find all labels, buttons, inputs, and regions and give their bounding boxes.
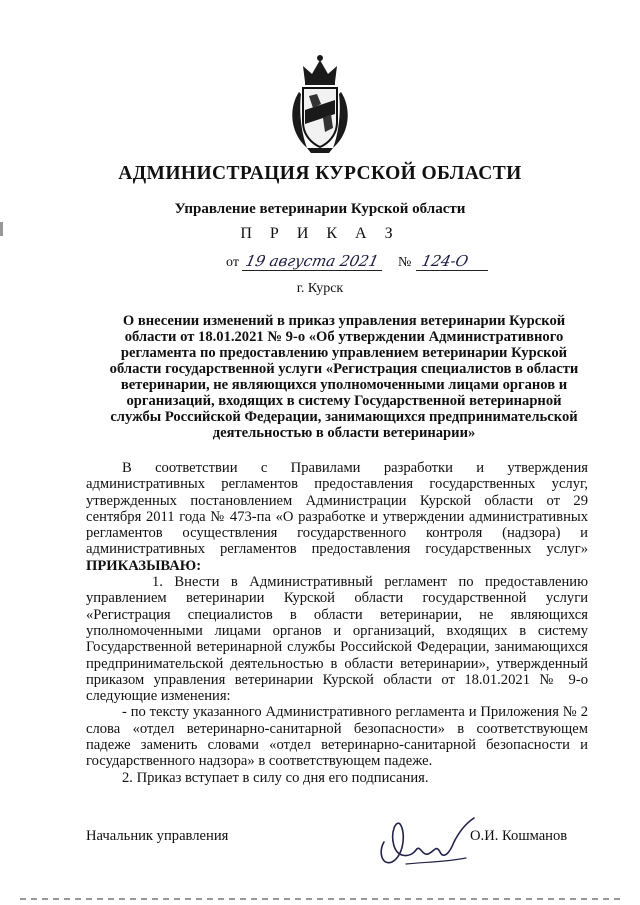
- preamble-paragraph: [86, 460, 588, 574]
- coat-of-arms-icon: [287, 52, 353, 154]
- handwritten-date: 19 августа 2021: [244, 252, 381, 270]
- order-word: ПРИКАЗЫВАЮ:: [86, 557, 202, 574]
- city: г. Курск: [296, 281, 344, 296]
- date-number-line: [226, 250, 496, 276]
- item-2: 2. Приказ вступает в силу со дня его подписания.: [122, 769, 429, 786]
- order-subject: О внесении изменений в приказ управления ветеринарии Курской области от 18.01.2021 № 9-о «Об утверждении Административного регламента по предоставлению управлением ветеринарии Курской области государственной услуги «Регистрация специалистов в области ветеринарии, не являющихся уполномоченными лицами органов и организаций, входящих в систему Государственной ветеринарной службы Российской Федерации, занимающихся предпринимательской деятельностью в области ветеринарии»: [109, 313, 579, 441]
- date-underline: [242, 270, 382, 271]
- number-underline: [416, 270, 488, 271]
- signatory-position: Начальник управления: [86, 828, 229, 844]
- item-1-change: - по тексту указанного Административного регламента и Приложения № 2 слова «отдел ветеринарно-санитарной безопасности» в соответствующем падеже заменить словами «отдел ветеринарно-санитарной безопасности и государственного надзора» в соответствующем падеже.: [86, 704, 588, 770]
- preamble-text: В соответствии с Правилами разработки и утверждения административных регламентов предоставления государственных услуг, утвержденных постановлением Администрации Курской области от 29 сентября 2011 года № 473-па «О разработке и утверждении административных регламентов осуществления государственного контроля (надзора) и административных регламентов предоставления государственных услуг»: [86, 460, 588, 558]
- scan-margin-mark: [0, 222, 3, 236]
- department-name: Управление ветеринарии Курской области: [174, 201, 466, 217]
- order-body: [86, 460, 588, 786]
- agency-title: АДМИНИСТРАЦИЯ КУРСКОЙ ОБЛАСТИ: [118, 163, 522, 184]
- item-1: 1. Внести в Административный регламент по предоставлению управлением ветеринарии Курской области государственной услуги «Регистрация специалистов в области ветеринарии, не являющихся уполномоченными лицами органов и организаций, входящих в систему Государственной ветеринарной службы Российской Федерации, занимающихся предпринимательской деятельностью в области ветеринарии», утвержденный приказом управления ветеринарии Курской области от 18.01.2021 № 9-о следующие изменения:: [86, 574, 588, 705]
- number-prefix: №: [398, 255, 412, 270]
- scan-edge-artifact: [20, 896, 620, 902]
- signatory-name: О.И. Кошманов: [470, 828, 568, 844]
- handwritten-number: 124-О: [420, 252, 470, 270]
- signature-mark: [376, 812, 480, 872]
- date-prefix: от: [226, 255, 239, 270]
- document-type: П Р И К А З: [240, 225, 400, 242]
